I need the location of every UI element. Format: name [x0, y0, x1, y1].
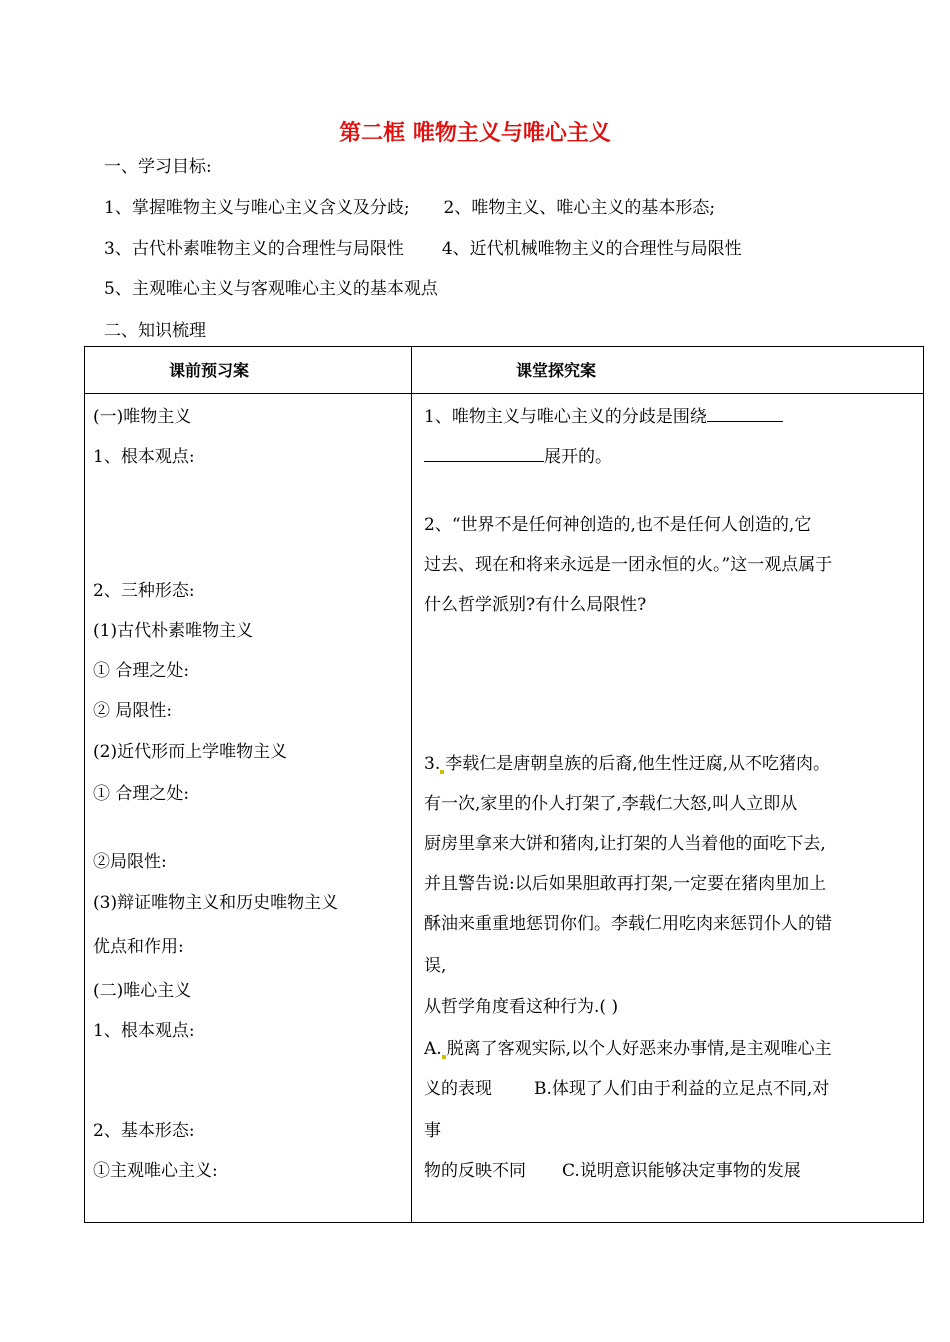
left-line: (1)古代朴素唯物主义	[93, 621, 254, 641]
option-a-text: 脱离了客观实际,以个人好恶来办事情,是主观唯心主	[446, 1039, 832, 1059]
question-3-line: 厨房里拿来大饼和猪肉,让打架的人当着他的面吃下去,	[424, 834, 826, 854]
question-3-text: 李载仁是唐朝皇族的后裔,他生性迂腐,从不吃猪肉。	[445, 754, 831, 774]
goal-5: 5、主观唯心主义与客观唯心主义的基本观点	[104, 279, 438, 299]
section-heading-goals: 一、学习目标:	[104, 157, 212, 177]
goal-2: 2、唯物主义、唯心主义的基本形态;	[443, 198, 716, 218]
question-3-line: 酥油来重重地惩罚你们。李载仁用吃肉来惩罚仆人的错	[424, 914, 832, 934]
answer-blank	[707, 403, 783, 422]
question-3-prompt: 从哲学角度看这种行为.( )	[424, 997, 619, 1017]
question-2-line: 过去、现在和将来永远是一团永恒的火。”这一观点属于	[424, 555, 833, 575]
option-a-text: 义的表现	[424, 1079, 492, 1099]
option-b-text: 物的反映不同	[424, 1161, 526, 1181]
goal-row-1	[104, 193, 715, 218]
question-3-line: 误,	[424, 956, 447, 976]
question-1-text: 1、唯物主义与唯心主义的分歧是围绕	[424, 407, 707, 427]
option-b-line: 事	[424, 1121, 441, 1141]
answer-blank	[424, 443, 544, 462]
left-line: 2、基本形态:	[93, 1121, 195, 1141]
question-3-line	[424, 749, 830, 774]
left-line: (2)近代形而上学唯物主义	[93, 742, 288, 762]
question-3-line: 并且警告说:以后如果胆敢再打架,一定要在猪肉里加上	[424, 874, 827, 894]
question-3-number: 3.	[424, 754, 441, 774]
question-1-line	[424, 442, 612, 467]
left-line: 1、根本观点:	[93, 447, 195, 467]
table-header-row	[85, 347, 924, 394]
page-title: 第二框 唯物主义与唯心主义	[339, 121, 611, 146]
left-line: ① 合理之处:	[93, 661, 190, 681]
option-line	[424, 1074, 829, 1099]
goal-1: 1、掌握唯物主义与唯心主义含义及分歧;	[104, 198, 410, 218]
question-1-text: 展开的。	[544, 447, 612, 467]
goal-row-2	[104, 234, 742, 259]
header-cell-inquiry	[412, 347, 924, 394]
option-line	[424, 1156, 801, 1181]
section-heading-knowledge: 二、知识梳理	[104, 321, 206, 341]
left-line: ①主观唯心主义:	[93, 1161, 218, 1181]
left-line: (二)唯心主义	[93, 981, 192, 1001]
option-b-text: B.体现了人们由于利益的立足点不同,对	[534, 1079, 830, 1099]
question-2-line: 什么哲学派别?有什么局限性?	[424, 595, 647, 615]
left-line: ② 局限性:	[93, 701, 173, 721]
left-line: 1、根本观点:	[93, 1021, 195, 1041]
edit-mark	[442, 1055, 446, 1059]
edit-mark	[440, 770, 444, 774]
header-cell-preview	[85, 347, 412, 394]
left-line: ① 合理之处:	[93, 784, 190, 804]
right-cell	[412, 394, 924, 1223]
option-a-label: A.	[424, 1039, 442, 1059]
table-body-row	[85, 394, 924, 1223]
question-1-line	[424, 402, 783, 427]
study-table	[84, 346, 924, 1223]
question-3-line: 有一次,家里的仆人打架了,李载仁大怒,叫人立即从	[424, 794, 798, 814]
question-2-line: 2、“世界不是任何神创造的,也不是任何人创造的,它	[424, 515, 812, 535]
goal-4: 4、近代机械唯物主义的合理性与局限性	[441, 239, 742, 259]
left-cell	[85, 394, 412, 1223]
left-line: (3)辩证唯物主义和历史唯物主义	[93, 893, 339, 913]
left-line: ②局限性:	[93, 852, 167, 872]
header-preview: 课前预习案	[169, 361, 250, 380]
goal-3: 3、古代朴素唯物主义的合理性与局限性	[104, 239, 404, 259]
header-inquiry: 课堂探究案	[516, 361, 597, 380]
option-c-text: C.说明意识能够决定事物的发展	[562, 1161, 801, 1181]
left-line: 优点和作用:	[93, 937, 184, 957]
left-line: (一)唯物主义	[93, 407, 192, 427]
option-a-line	[424, 1034, 832, 1059]
left-line: 2、三种形态:	[93, 581, 195, 601]
